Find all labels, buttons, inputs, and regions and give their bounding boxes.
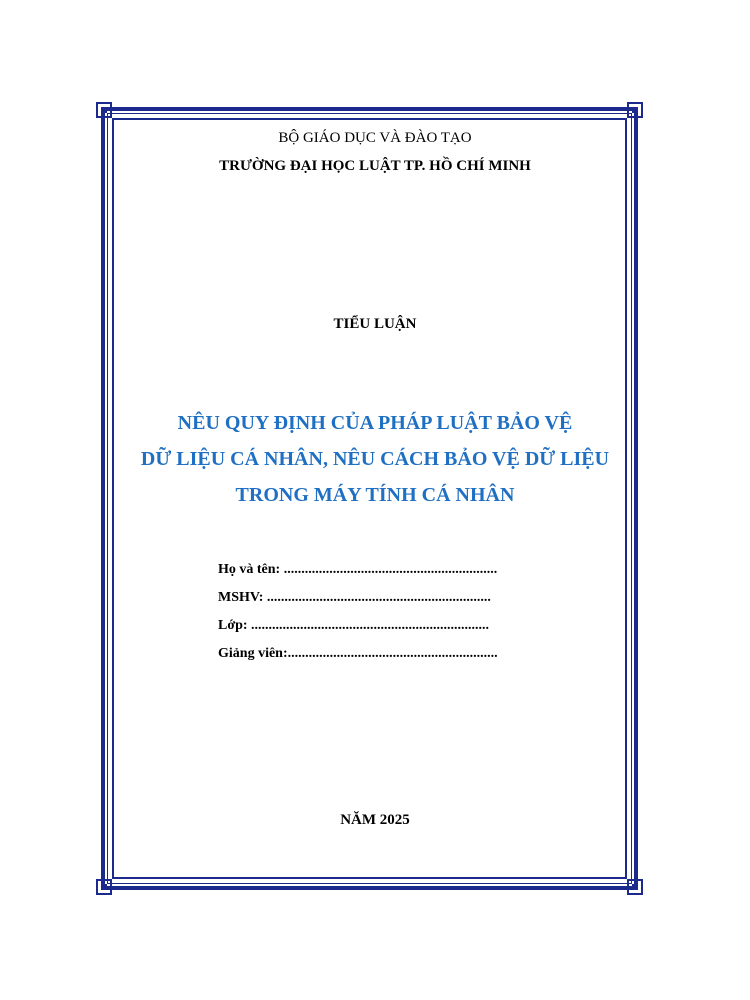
document-type: TIỂU LUẬN [333, 316, 417, 332]
ministry-name: BỘ GIÁO DỤC VÀ ĐÀO TẠO [278, 130, 472, 146]
essay-title [0, 405, 750, 513]
border-corner-ornament [627, 879, 643, 895]
university-name: TRƯỜNG ĐẠI HỌC LUẬT TP. HỒ CHÍ MINH [219, 158, 531, 174]
info-row-lecturer [218, 640, 558, 668]
info-fill-line: .................................................................... [247, 618, 490, 633]
info-fill-line: ............................................................. [280, 562, 498, 577]
info-label: Lớp: [218, 618, 248, 633]
info-label: Họ và tên: [218, 562, 281, 577]
border-corner-ornament [96, 879, 112, 895]
border-corner-ornament [627, 102, 643, 118]
essay-title-line: NÊU QUY ĐỊNH CỦA PHÁP LUẬT BẢO VỆ [177, 412, 573, 434]
info-label: Giảng viên: [218, 646, 288, 661]
info-row-class [218, 612, 558, 640]
info-fill-line: ............................................................ [287, 646, 498, 661]
info-fill-line: ................................................................ [263, 590, 491, 605]
year-label: NĂM 2025 [340, 812, 410, 828]
essay-title-line: DỮ LIỆU CÁ NHÂN, NÊU CÁCH BẢO VỆ DỮ LIỆU [140, 448, 610, 470]
info-row-name [218, 556, 558, 584]
info-row-student-id [218, 584, 558, 612]
essay-title-line: TRONG MÁY TÍNH CÁ NHÂN [235, 484, 515, 506]
border-corner-ornament [96, 102, 112, 118]
student-info-block [218, 556, 558, 668]
info-label: MSHV: [218, 590, 264, 605]
